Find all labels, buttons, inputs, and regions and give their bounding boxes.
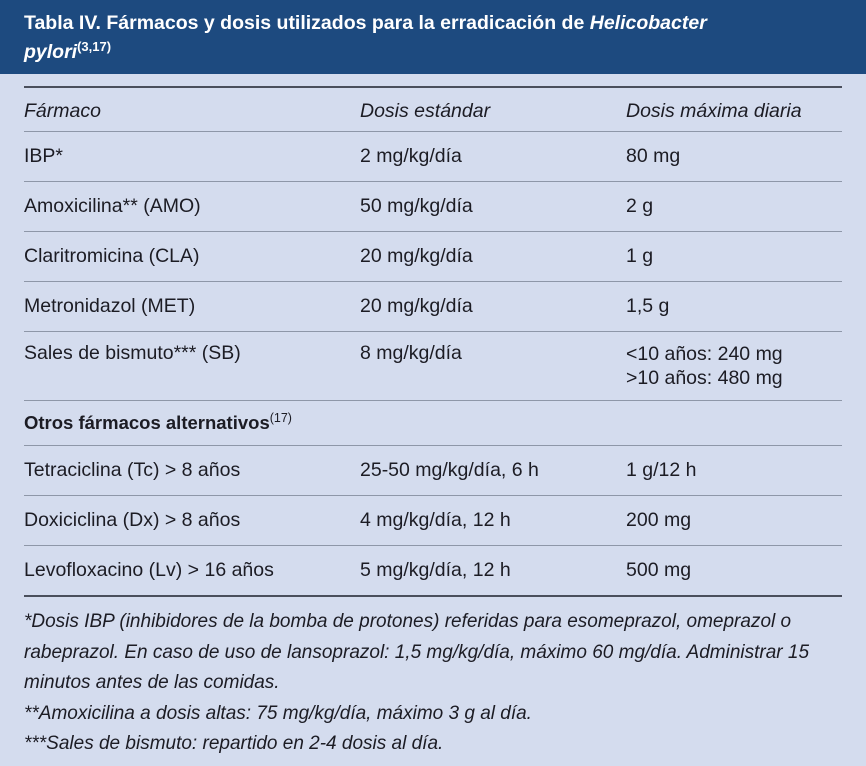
max-cell: 2 g <box>626 195 654 217</box>
dose-cell: 5 mg/kg/día, 12 h <box>360 559 511 581</box>
dose-cell: 2 mg/kg/día <box>360 145 462 167</box>
drug-table <box>24 88 842 595</box>
table-title <box>0 0 866 74</box>
header-standard-dose: Dosis estándar <box>360 99 491 122</box>
table-row <box>24 282 842 332</box>
section-ref: (17) <box>269 411 292 425</box>
dose-cell: 20 mg/kg/día <box>360 295 473 317</box>
table-row <box>24 132 842 182</box>
max-cell: 1 g <box>626 245 654 267</box>
section-heading <box>24 412 292 434</box>
footnote: ***Sales de bismuto: repartido en 2-4 dosis al día. <box>24 733 444 754</box>
drug-cell: Levofloxacino (Lv) > 16 años <box>24 559 274 581</box>
table-row <box>24 182 842 232</box>
table-header-row <box>24 88 842 132</box>
table-row <box>24 232 842 282</box>
max-line: <10 años: 240 mg <box>626 343 783 365</box>
max-cell: 500 mg <box>626 559 692 581</box>
drug-cell: Metronidazol (MET) <box>24 295 196 317</box>
max-cell <box>626 342 842 390</box>
dose-cell: 50 mg/kg/día <box>360 195 473 217</box>
table-row <box>24 332 842 401</box>
drug-cell: Amoxicilina** (AMO) <box>24 195 201 217</box>
bottom-rule <box>24 595 842 597</box>
max-line: >10 años: 480 mg <box>626 367 783 389</box>
table-row <box>24 446 842 496</box>
section-label: Otros fármacos alternativos <box>24 412 270 433</box>
title-text: Tabla IV. Fármacos y dosis utilizados para la erradicación de <box>24 12 590 34</box>
title-species: pylori <box>24 41 78 63</box>
section-heading-row <box>24 401 842 446</box>
header-drug: Fármaco <box>24 99 101 122</box>
footnote: **Amoxicilina a dosis altas: 75 mg/kg/día, máximo 3 g al día. <box>24 702 532 724</box>
drug-cell: Sales de bismuto*** (SB) <box>24 342 241 364</box>
dose-cell: 25-50 mg/kg/día, 6 h <box>360 459 539 481</box>
table-row <box>24 496 842 546</box>
drug-cell: IBP* <box>24 145 64 167</box>
max-cell: 1 g/12 h <box>626 459 697 481</box>
title-refs: (3,17) <box>77 39 112 54</box>
drug-cell: Tetraciclina (Tc) > 8 años <box>24 459 241 481</box>
max-cell: 200 mg <box>626 509 692 531</box>
drug-cell: Doxiciclina (Dx) > 8 años <box>24 509 241 531</box>
dose-cell: 8 mg/kg/día <box>360 342 462 364</box>
header-max-dose: Dosis máxima diaria <box>626 99 802 122</box>
footnotes <box>24 607 842 760</box>
footnote: *Dosis IBP (inhibidores de la bomba de protones) referidas para esomeprazol, omeprazol o rabeprazol. En caso de uso de lansoprazol: 1,5 mg/kg/día, máximo 60 mg/día. Administrar 15 minutos antes de las comidas. <box>24 611 810 693</box>
drug-cell: Claritromicina (CLA) <box>24 245 200 267</box>
table-row <box>24 546 842 595</box>
title-genus: Helicobacter <box>589 12 707 34</box>
max-cell: 1,5 g <box>626 295 670 317</box>
dose-cell: 4 mg/kg/día, 12 h <box>360 509 511 531</box>
max-cell: 80 mg <box>626 145 681 167</box>
dose-cell: 20 mg/kg/día <box>360 245 473 267</box>
